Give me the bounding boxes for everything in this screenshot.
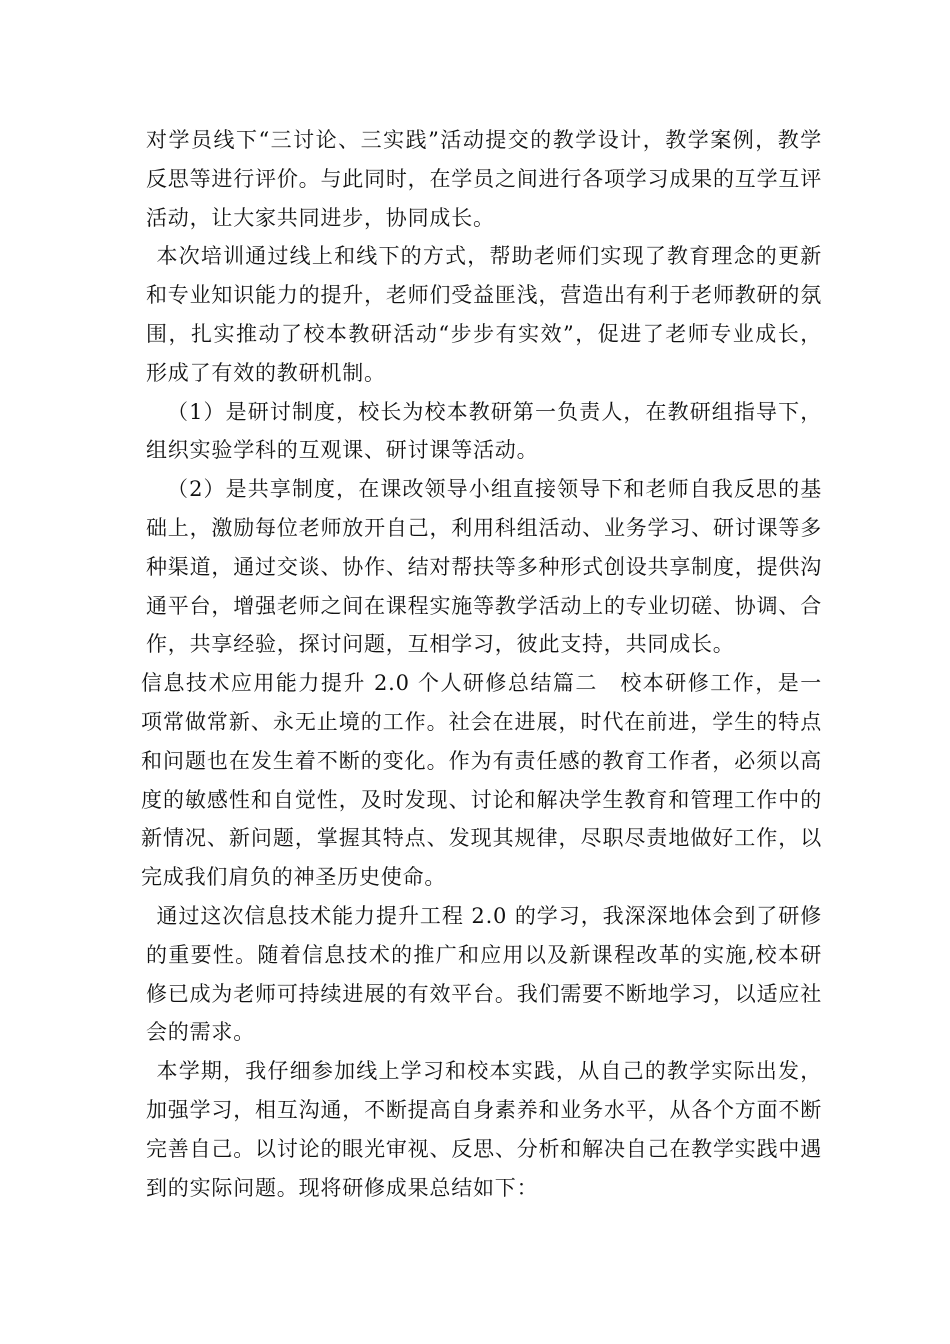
paragraph: （1）是研讨制度，校长为校本教研第一负责人，在教研组指导下，组织实验学科的互观课、研讨课等活动。 bbox=[146, 399, 822, 463]
section-heading-paragraph: 信息技术应用能力提升 2.0 个人研修总结篇二 校本研修工作，是一项常做常新、永无止境的工作。社会在进展，时代在前进，学生的特点和问题也在发生着不断的变化。作为有责任感的教育工作者，必须以高度的敏感性和自觉性，及时发现、讨论和解决学生教育和管理工作中的新情况、新问题，掌握其特点、发现其规律，尽职尽责地做好工作，以完成我们肩负的神圣历史使命。 bbox=[141, 671, 822, 890]
paragraph: 本学期，我仔细参加线上学习和校本实践，从自己的教学实际出发，加强学习，相互沟通，不断提高自身素养和业务水平，从各个方面不断完善自己。以讨论的眼光审视、反思、分析和解决自己在教学实践中遇到的实际问题。现将研修成果总结如下： bbox=[146, 1059, 822, 1200]
paragraph: 本次培训通过线上和线下的方式，帮助老师们实现了教育理念的更新和专业知识能力的提升，老师们受益匪浅，营造出有利于老师教研的氛围，扎实推动了校本教研活动“步步有实效”，促进了老师专业成长，形成了有效的教研机制。 bbox=[146, 244, 822, 385]
paragraph: 通过这次信息技术能力提升工程 2.0 的学习，我深深地体会到了研修的重要性。随着信息技术的推广和应用以及新课程改革的实施,校本研修已成为老师可持续进展的有效平台。我们需要不断地学习，以适应社会的需求。 bbox=[146, 903, 822, 1045]
document-body bbox=[141, 121, 822, 1207]
paragraph: 对学员线下“三讨论、三实践”活动提交的教学设计，教学案例，教学反思等进行评价。与此同时，在学员之间进行各项学习成果的互学互评活动，让大家共同进步，协同成长。 bbox=[146, 128, 822, 230]
paragraph: （2）是共享制度，在课改领导小组直接领导下和老师自我反思的基础上，激励每位老师放开自己，利用科组活动、业务学习、研讨课等多种渠道，通过交谈、协作、结对帮扶等多种形式创设共享制度，提供沟通平台，增强老师之间在课程实施等教学活动上的专业切磋、协调、合作，共享经验，探讨问题，互相学习，彼此支持，共同成长。 bbox=[146, 477, 822, 657]
